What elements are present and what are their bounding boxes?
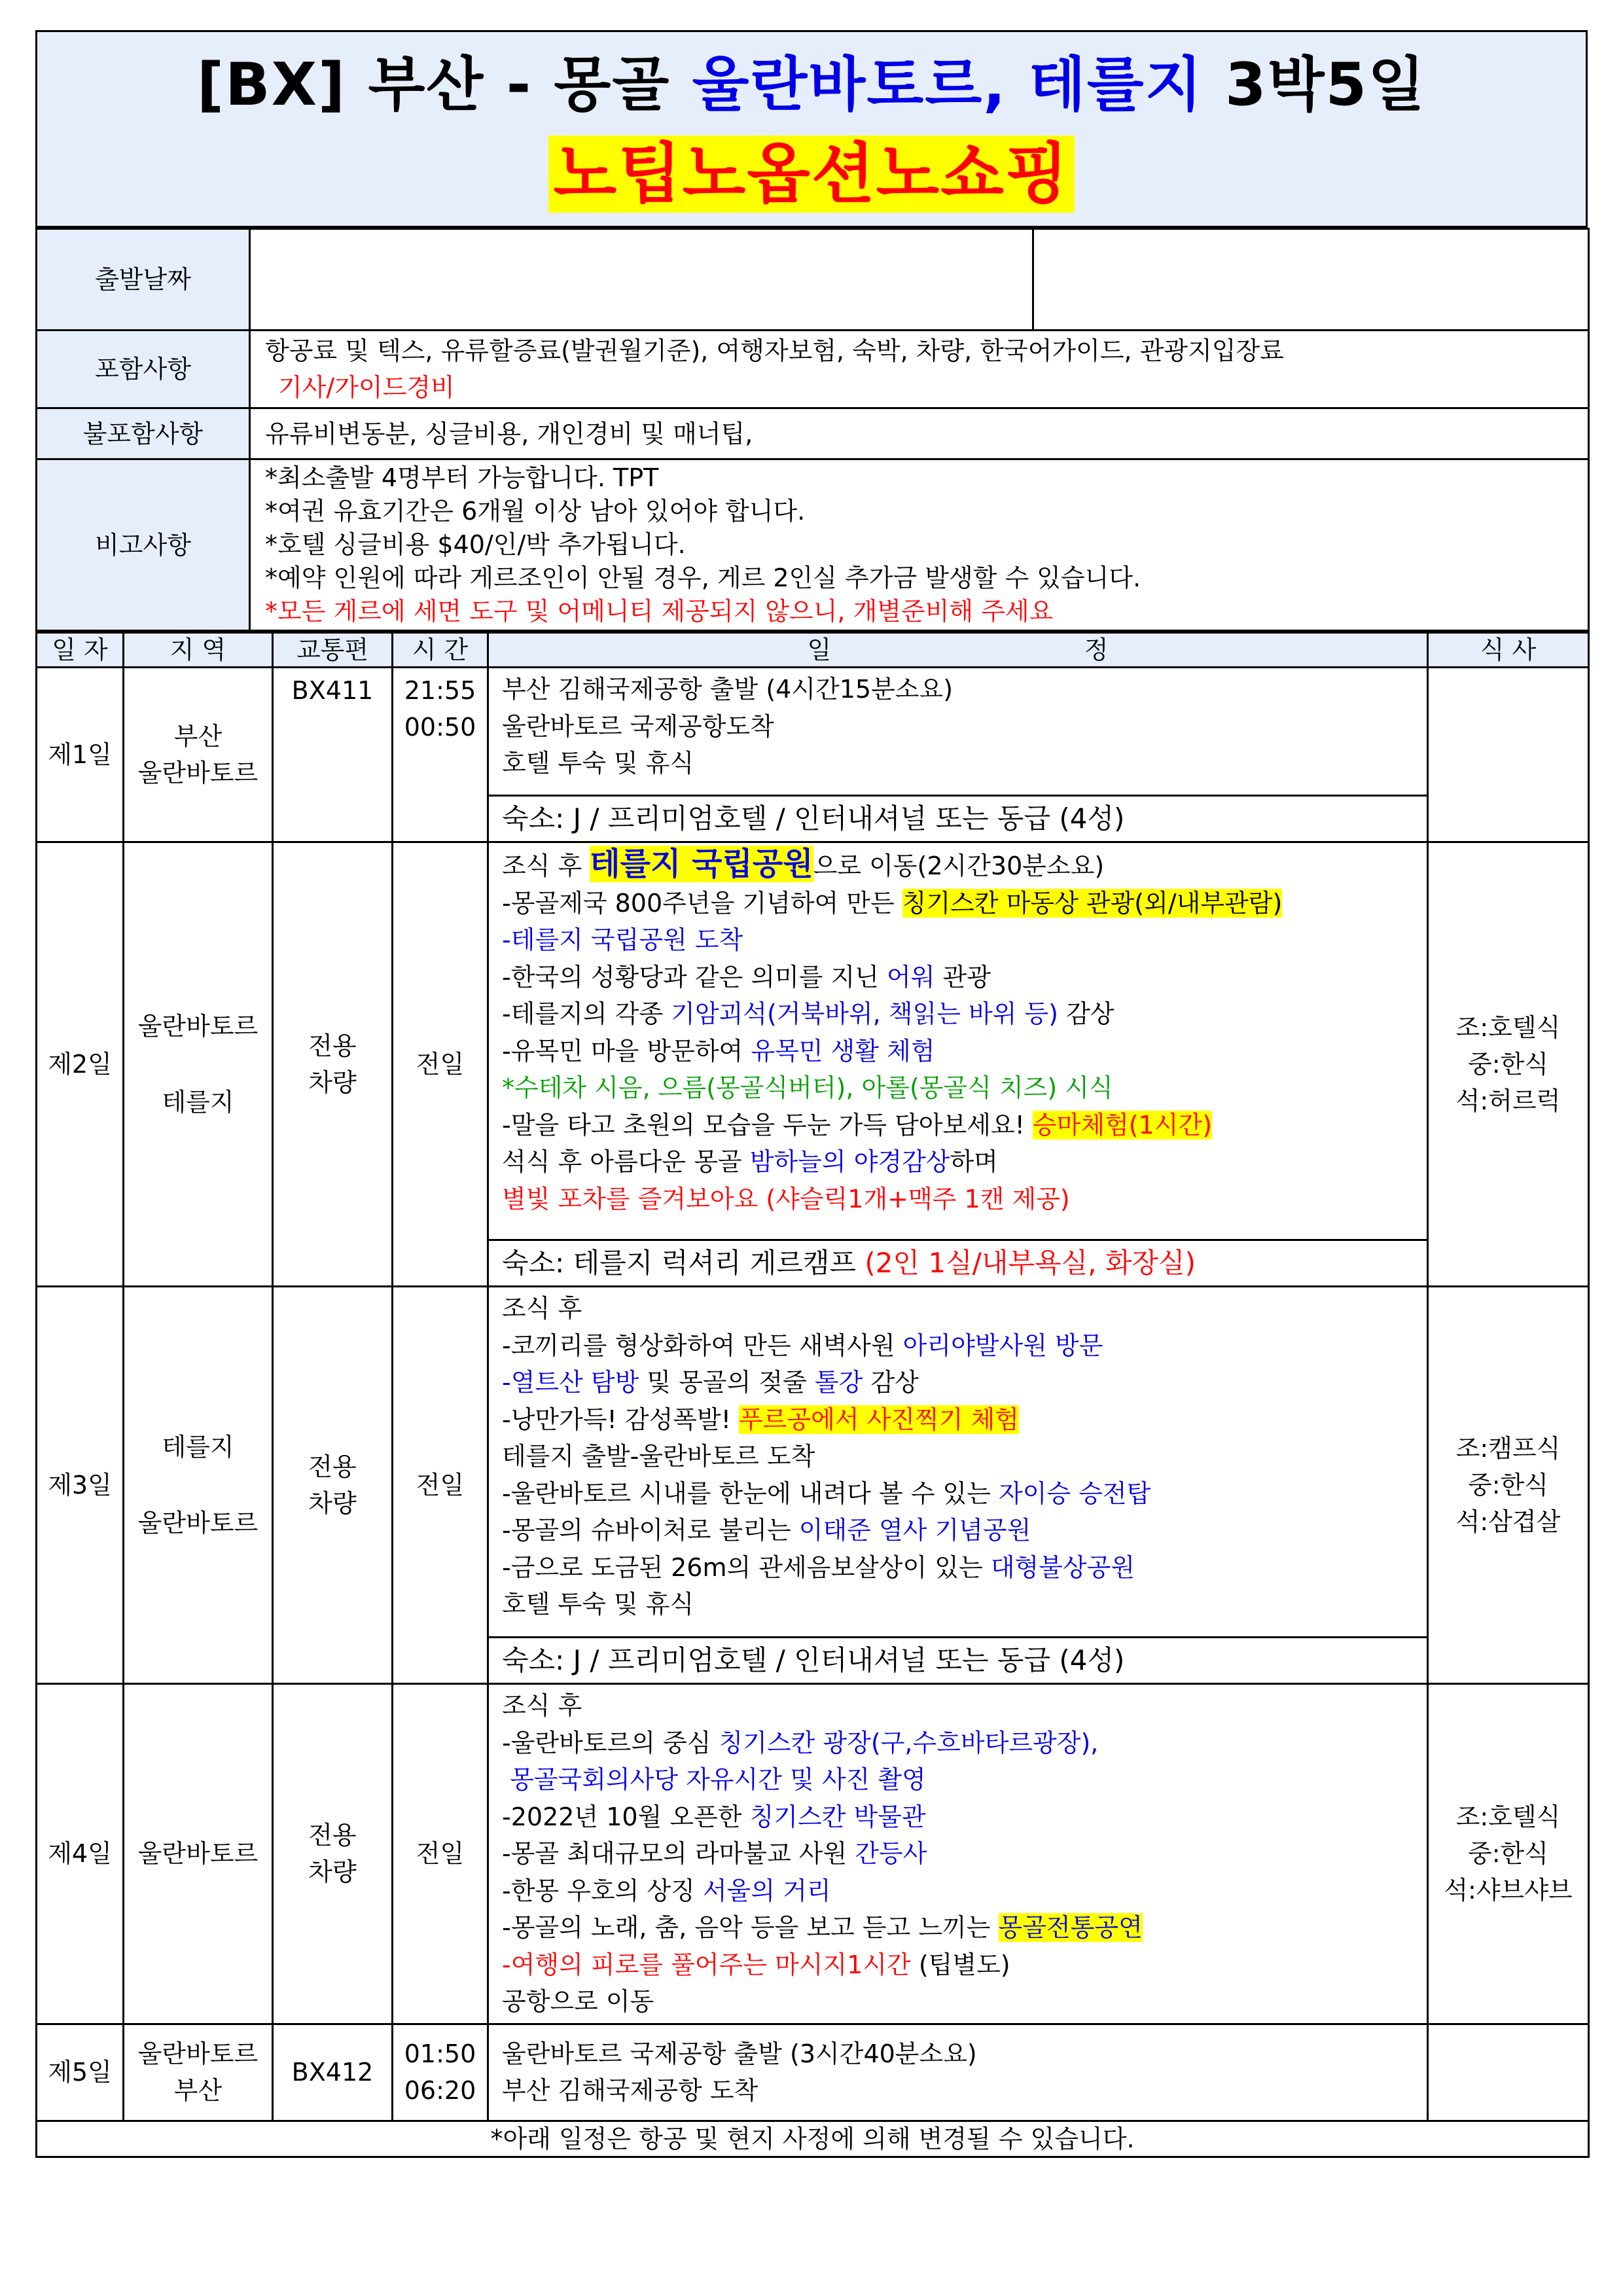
notes-label: 비고사항 xyxy=(37,459,250,631)
subtitle-badge: 노팁노옵션노쇼핑 xyxy=(548,135,1075,213)
day1-transport: BX411 xyxy=(273,668,393,842)
day3-region xyxy=(124,1287,273,1684)
col-schedule: 일 정 xyxy=(488,633,1428,668)
transport-text: 차량 xyxy=(308,1068,357,1097)
schedule-line: 호텔 투숙 및 휴식 xyxy=(502,749,694,778)
day4-schedule: 조식 후 -울란바토르의 중심 칭기스칸 광장(구,수흐바타르광장), 몽골국회의사당 자유시간 및 사진 촬영 -2022년 10월 오픈한 칭기스칸 박물관 -몽골 최대규모의 라마불교 사원 간등사 -한몽 우호의 상징 서울의 거리 -몽골의 노래, 춤, 음악 등을 보고 듣고 느끼는 몽골전통공연 -여행의 피로를 풀어주는 마시지1시간 (팁별도) 공항으로 이동 xyxy=(488,1684,1428,2024)
day2-meals xyxy=(1428,842,1589,1287)
highlight-text: 푸르공에서 사진찍기 체험 xyxy=(739,1405,1019,1434)
transport-text: 전용 xyxy=(308,1031,357,1060)
day3-transport xyxy=(273,1287,393,1684)
schedule-line: -테를지 국립공원 도착 xyxy=(502,925,743,954)
day3-meals xyxy=(1428,1287,1589,1684)
region-text: 부산 xyxy=(173,2076,223,2105)
region-text: 울란바토르 xyxy=(137,1509,259,1537)
note-item: *예약 인원에 따라 게르조인이 안될 경우, 게르 2인실 추가금 발생할 수 있습니다. xyxy=(265,564,1141,592)
col-region: 지 역 xyxy=(124,633,273,668)
meal-text: 중:한식 xyxy=(1468,1839,1548,1869)
included-label: 포함사항 xyxy=(37,331,250,408)
notes-value xyxy=(250,459,1589,631)
schedule-line: 부산 김해국제공항 출발 (4시간15분소요) xyxy=(502,675,954,704)
time-text: 00:50 xyxy=(404,713,476,742)
excluded-label: 불포함사항 xyxy=(37,408,250,459)
col-time: 시 간 xyxy=(393,633,488,668)
day2-region xyxy=(124,842,273,1287)
day4-time: 전일 xyxy=(393,1684,488,2024)
title-route: [BX] 부산 - 몽골 xyxy=(196,50,692,119)
meal-text: 석:삼겹살 xyxy=(1455,1507,1561,1536)
day5-region xyxy=(124,2024,273,2121)
day1-schedule xyxy=(488,668,1428,796)
schedule-line-red: 별빛 포차를 즐겨보아요 (샤슬릭1개+맥주 1캔 제공) xyxy=(502,1184,1070,1213)
region-text: 울란바토르 xyxy=(137,1012,259,1041)
included-line: 항공료 및 텍스, 유류할증료(발권월기준), 여행자보험, 숙박, 차량, 한국어가이드, 관광지입장료 xyxy=(265,336,1284,365)
transport-text: 전용 xyxy=(308,1452,357,1481)
note-item: *호텔 싱글비용 $40/인/박 추가됩니다. xyxy=(265,530,686,559)
highlight-text: 몽골전통공연 xyxy=(998,1913,1143,1942)
day3-schedule: 조식 후 -코끼리를 형상화하여 만든 새벽사원 아리야발사원 방문 -열트산 탐방 및 몽골의 젖줄 톨강 감상 -낭만가득! 감성폭발! 푸르공에서 사진찍기 체험 테를지 출발-울란바토르 도착 -울란바토르 시내를 한눈에 내려다 볼 수 있는 자이승 승전탑 -몽골의 슈바이처로 불리는 이태준 열사 기념공원 -금으로 도금된 26m의 관세음보살상이 있는 대형불상공원 호텔 투숙 및 휴식 xyxy=(488,1287,1428,1638)
transport-text: 차량 xyxy=(308,1857,357,1887)
meal-text: 석:샤브샤브 xyxy=(1444,1876,1573,1905)
region-text: 부산 xyxy=(173,722,223,751)
day2-lodging: 숙소: 테를지 럭셔리 게르캠프 (2인 1실/내부욕실, 화장실) xyxy=(488,1240,1428,1287)
departure-value xyxy=(250,229,1033,331)
departure-value-2 xyxy=(1033,229,1589,331)
day1-label: 제1일 xyxy=(37,668,124,842)
region-text: 테를지 xyxy=(162,1088,234,1117)
day1-lodging: 숙소: J / 프리미엄호텔 / 인터내셔널 또는 동급 (4성) xyxy=(488,796,1428,842)
col-meals: 식 사 xyxy=(1428,633,1589,668)
page-title xyxy=(37,32,1586,121)
meal-text: 조:호텔식 xyxy=(1455,1803,1561,1832)
day2-label: 제2일 xyxy=(37,842,124,1287)
time-text: 21:55 xyxy=(404,676,476,705)
meal-text: 조:캠프식 xyxy=(1455,1434,1561,1463)
day1-meals xyxy=(1428,668,1589,842)
info-table xyxy=(35,228,1590,632)
excluded-value: 유류비변동분, 싱글비용, 개인경비 및 매너팁, xyxy=(250,408,1589,459)
included-line-red: 기사/가이드경비 xyxy=(278,373,455,402)
transport-text: 전용 xyxy=(308,1821,357,1850)
departure-label: 출발날짜 xyxy=(37,229,250,331)
day1-region xyxy=(124,668,273,842)
day5-time xyxy=(393,2024,488,2121)
region-text: 테를지 xyxy=(162,1433,234,1462)
meal-text: 중:한식 xyxy=(1468,1471,1548,1499)
region-text: 울란바토르 xyxy=(137,759,259,787)
day3-time: 전일 xyxy=(393,1287,488,1684)
footer-note: *아래 일정은 항공 및 현지 사정에 의해 변경될 수 있습니다. xyxy=(37,2121,1589,2157)
day5-transport: BX412 xyxy=(273,2024,393,2121)
note-item: *여권 유효기간은 6개월 이상 남아 있어야 합니다. xyxy=(265,497,806,526)
meal-text: 중:한식 xyxy=(1468,1050,1548,1079)
day5-schedule: 울란바토르 국제공항 출발 (3시간40분소요) 부산 김해국제공항 도착 xyxy=(488,2024,1428,2121)
terelj-park-highlight: 테를지 국립공원 xyxy=(590,846,813,882)
schedule-table xyxy=(35,632,1590,2158)
time-text: 06:20 xyxy=(404,2076,476,2105)
col-transport: 교통편 xyxy=(273,633,393,668)
day5-label: 제5일 xyxy=(37,2024,124,2121)
col-day: 일 자 xyxy=(37,633,124,668)
highlight-text: 칭기스칸 마동상 관광(외/내부관람) xyxy=(902,888,1283,918)
highlight-text: 승마체험(1시간) xyxy=(1032,1110,1213,1139)
day4-label: 제4일 xyxy=(37,1684,124,2024)
day2-transport xyxy=(273,842,393,1287)
day3-label: 제3일 xyxy=(37,1287,124,1684)
schedule-line: 울란바토르 국제공항도착 xyxy=(502,711,774,741)
time-text: 01:50 xyxy=(404,2039,476,2068)
title-destination: 울란바토르, 테를지 xyxy=(692,50,1204,119)
day2-time: 전일 xyxy=(393,842,488,1287)
note-item-red: *모든 게르에 세면 도구 및 어메니티 제공되지 않으니, 개별준비해 주세요 xyxy=(265,597,1054,626)
day4-meals xyxy=(1428,1684,1589,2024)
day2-schedule: 조식 후 테를지 국립공원으로 이동(2시간30분소요) -몽골제국 800주년을 기념하여 만든 칭기스칸 마동상 관광(외/내부관람) -테를지 국립공원 도착 -한국의 성황당과 같은 의미를 지닌 어워 관광 -테를지의 각종 기암괴석(거북바위, 책읽는 바위 등) 감상 -유목민 마을 방문하여 유목민 생활 체험 *수테차 시음, 으름(몽골식버터), 아롤(몽골식 치즈) 시식 -말을 타고 초원의 모습을 두눈 가득 담아보세요! 승마체험(1시간) 석식 후 아름다운 몽골 밤하늘의 야경감상하며 별빛 포차를 즐겨보아요 (샤슬릭1개+맥주 1캔 제공) xyxy=(488,842,1428,1240)
schedule-line-green: *수테차 시음, 으름(몽골식버터), 아롤(몽골식 치즈) 시식 xyxy=(502,1073,1113,1102)
day1-time xyxy=(393,668,488,842)
meal-text: 석:허르럭 xyxy=(1455,1086,1561,1115)
day5-meals xyxy=(1428,2024,1589,2121)
note-item: *최소출발 4명부터 가능합니다. TPT xyxy=(265,463,659,492)
transport-text: 차량 xyxy=(308,1489,357,1518)
meal-text: 조:호텔식 xyxy=(1455,1013,1561,1042)
title-banner xyxy=(35,30,1588,228)
region-text: 울란바토르 xyxy=(137,2039,259,2068)
day4-region: 울란바토르 xyxy=(124,1684,273,2024)
included-value xyxy=(250,331,1589,408)
itinerary-sheet xyxy=(35,30,1588,2158)
day3-lodging: 숙소: J / 프리미엄호텔 / 인터내셔널 또는 동급 (4성) xyxy=(488,1638,1428,1684)
day4-transport xyxy=(273,1684,393,2024)
title-duration: 3박5일 xyxy=(1203,50,1427,119)
